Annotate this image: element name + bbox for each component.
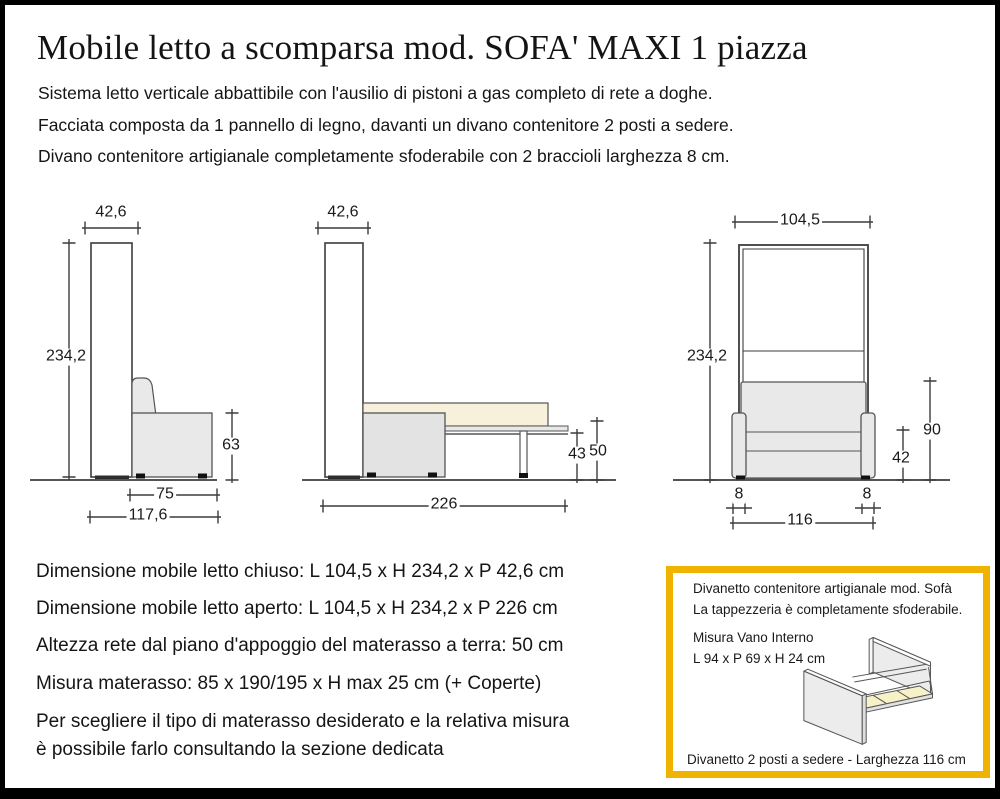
infobox-line-2: La tappezzeria è completamente sfoderabile. [693, 602, 963, 617]
dim-front-armrest-left: 8 [734, 485, 744, 503]
dim-front-seat-height: 42 [892, 449, 910, 467]
spec-mattress-note-2: è possibile farlo consultando la sezione dedicata [36, 739, 444, 760]
dim-line-armrest-left [726, 502, 752, 514]
dim-front-cabinet-width: 104,5 [779, 211, 821, 229]
dim-front-total-height: 234,2 [686, 347, 728, 365]
open-panel-base [328, 476, 360, 480]
closed-sofa-foot-right [198, 474, 207, 479]
spec-mattress-note-1: Per scegliere il tipo di materasso desiderato e la relativa misura [36, 711, 570, 732]
intro-line-3: Divano contenitore artigianale completamente sfoderabile con 2 braccioli larghezza 8 cm. [38, 146, 730, 166]
dim-line-armrest-right [855, 502, 881, 514]
bed-leg-foot [519, 473, 528, 478]
closed-sofa-backrest [132, 378, 156, 416]
dim-front-sofa-width: 116 [787, 511, 813, 529]
storage-box-isometric-drawing [791, 620, 979, 747]
open-sofa-foot-left [367, 473, 376, 478]
intro-line-1: Sistema letto verticale abbattibile con l'ausilio di pistoni a gas completo di rete a doghe. [38, 83, 713, 103]
dim-front-backrest-height: 90 [923, 421, 941, 439]
open-sofa-foot-right [428, 473, 437, 478]
bed-leg [520, 431, 527, 474]
spec-open-dimensions: Dimensione mobile letto aperto: L 104,5 x H 234,2 x P 226 cm [36, 598, 558, 619]
infobox-line-1: Divanetto contenitore artigianale mod. Sofà [693, 581, 952, 596]
infobox-footer: Divanetto 2 posti a sedere - Larghezza 116 cm [687, 752, 966, 767]
page-title: Mobile letto a scomparsa mod. SOFA' MAXI 1 piazza [37, 28, 808, 67]
front-armrest-right [861, 413, 875, 478]
dim-line-panel-depth [82, 222, 141, 235]
intro-line-2: Facciata composta da 1 pannello di legno, davanti un divano contenitore 2 posti a sedere. [38, 115, 734, 135]
iso-back-board-edge [869, 637, 873, 674]
dim-line-panel-depth [315, 222, 371, 235]
diagram-closed-side-view [20, 200, 290, 535]
front-armrest-left [732, 413, 746, 478]
diagram-open-side-view [300, 200, 630, 535]
infobox-line-4: L 94 x P 69 x H 24 cm [693, 651, 826, 666]
closed-sofa-seat [132, 413, 212, 477]
dim-open-base-height: 50 [589, 442, 607, 460]
dim-closed-total-height: 234,2 [45, 347, 87, 365]
open-sofa-base [363, 413, 445, 477]
closed-panel-base [95, 476, 129, 480]
spec-mattress-size: Misura materasso: 85 x 190/195 x H max 25 cm (+ Coperte) [36, 673, 542, 694]
infobox-line-3: Misura Vano Interno [693, 630, 814, 645]
front-sofa-body [741, 382, 866, 478]
closed-cabinet-panel [91, 243, 132, 477]
diagram-front-view [660, 200, 1000, 535]
sofa-info-box [666, 566, 990, 778]
dim-closed-total-depth: 117,6 [128, 506, 168, 524]
dim-open-depth: 226 [430, 495, 458, 513]
dim-closed-sofa-depth: 75 [156, 485, 174, 503]
dim-closed-panel-depth: 42,6 [95, 203, 127, 221]
closed-sofa-foot-left [136, 474, 145, 479]
dim-closed-sofa-height: 63 [222, 436, 240, 454]
open-cabinet-panel [325, 243, 363, 477]
dim-front-armrest-right: 8 [862, 485, 872, 503]
spec-base-height: Altezza rete dal piano d'appoggio del materasso a terra: 50 cm [36, 635, 564, 656]
iso-front-board-end [862, 694, 866, 744]
spec-closed-dimensions: Dimensione mobile letto chiuso: L 104,5 x H 234,2 x P 42,6 cm [36, 561, 565, 582]
dim-open-clearance: 43 [568, 445, 586, 463]
dim-open-panel-depth: 42,6 [327, 203, 359, 221]
